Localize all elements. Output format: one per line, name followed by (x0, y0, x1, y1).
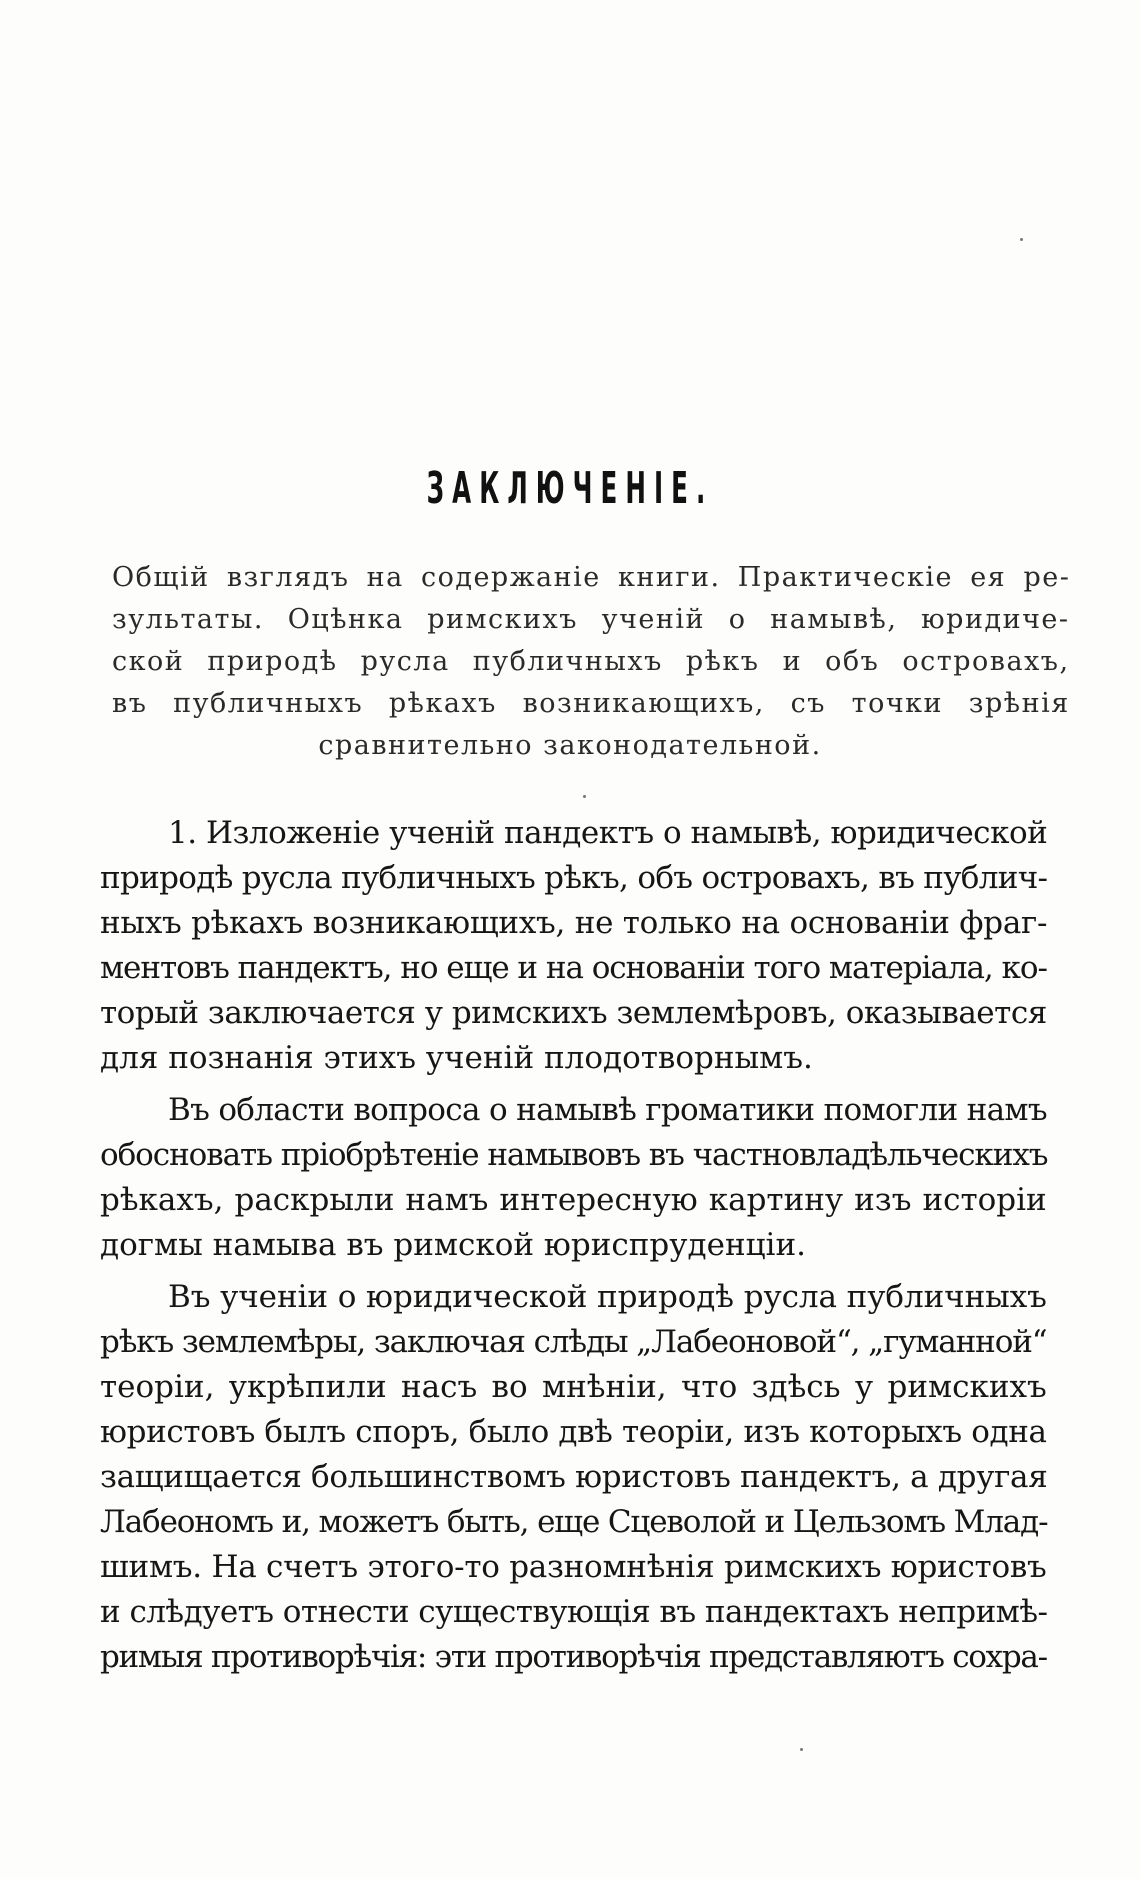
abstract-line: Общiй взглядъ на содержанiе книги. Практическiе ея ре- (112, 562, 1071, 593)
abstract-line: сравнительно законодательной. (318, 730, 822, 761)
print-speck (1020, 238, 1023, 241)
paragraph-line: природѣ русла публичныхъ рѣкъ, объ островахъ, въ публич- (100, 860, 1048, 896)
paragraph-line: рѣкахъ, раскрыли намъ интересную картину изъ исторiи (100, 1182, 1047, 1218)
print-speck (583, 795, 586, 798)
paragraph-line: рѣкъ землемѣры, заключая слѣды „Лабеоновой“, „гуманной“ (100, 1324, 1047, 1360)
paragraph-line: 1. Изложенiе ученiй пандектъ о намывѣ, юридической (168, 815, 1048, 851)
abstract-line: зультаты. Оцѣнка римскихъ ученiй о намывѣ, юридиче- (112, 604, 1070, 635)
paragraph-line: и слѣдуетъ отнести существующiя въ пандектахъ непримѣ- (100, 1594, 1048, 1630)
abstract-line: въ публичныхъ рѣкахъ возникающихъ, съ точки зрѣнiя (112, 688, 1070, 719)
paragraph-line: Въ ученiи о юридической природѣ русла публичныхъ (168, 1279, 1047, 1315)
paragraph-line: ныхъ рѣкахъ возникающихъ, не только на основанiи фраг- (100, 905, 1048, 941)
paragraph-line: обосновать прiобрѣтенiе намывовъ въ частновладѣльческихъ (100, 1137, 1048, 1173)
paragraph-line: ментовъ пандектъ, но еще и на основанiи того матерiала, ко- (100, 950, 1047, 986)
print-speck (800, 1748, 803, 1751)
paragraph-line: Лабеономъ и, можетъ быть, еще Сцеволой и Цельзомъ Млад- (100, 1504, 1048, 1540)
paragraph-line: для познанiя этихъ ученiй плодотворнымъ. (100, 1040, 813, 1076)
abstract-line: ской природѣ русла публичныхъ рѣкъ и объ островахъ, (112, 646, 1070, 677)
paragraph-line: защищается большинствомъ юристовъ пандектъ, а другая (100, 1459, 1048, 1495)
paragraph-line: догмы намыва въ римской юриспруденцiи. (100, 1227, 806, 1263)
chapter-heading: ЗАКЛЮЧЕНIЕ. (426, 463, 714, 514)
paragraph-line: теорiи, укрѣпили насъ во мнѣнiи, что здѣсь у римскихъ (100, 1369, 1047, 1405)
paragraph-line: юристовъ былъ споръ, было двѣ теорiи, изъ которыхъ одна (100, 1414, 1047, 1450)
paragraph-line: Въ области вопроса о намывѣ громатики помогли намъ (168, 1092, 1047, 1128)
paragraph-line: торый заключается у римскихъ землемѣровъ, оказывается (100, 995, 1047, 1031)
paragraph-line: римыя противорѣчiя: эти противорѣчiя представляютъ сохра- (100, 1639, 1047, 1675)
paragraph-line: шимъ. На счетъ этого-то разномнѣнiя римскихъ юристовъ (100, 1549, 1047, 1585)
